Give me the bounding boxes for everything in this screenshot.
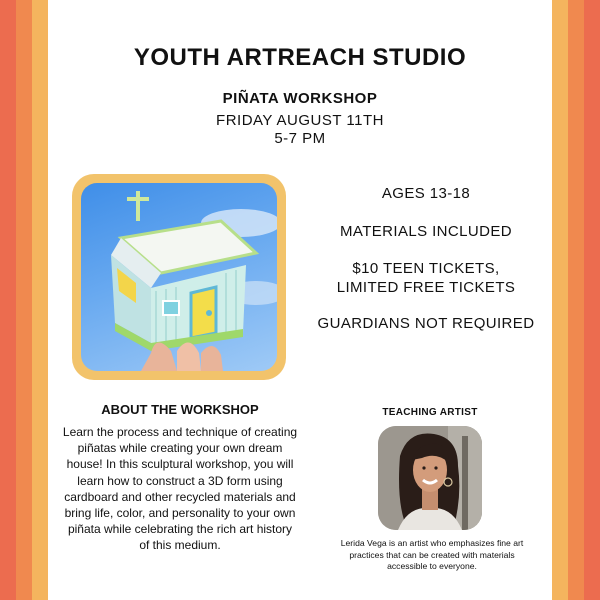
left-stripe-inner [32,0,48,600]
right-stripe-middle [568,0,584,600]
artist-portrait-photo [378,426,482,530]
right-stripe-outer [584,0,600,600]
event-date: FRIDAY AUGUST 11TH [216,112,384,129]
left-stripe-outer [0,0,16,600]
pinata-house-illustration [81,183,277,371]
event-time: 5-7 PM [274,130,326,147]
ages-info: AGES 13-18 [381,185,471,202]
right-stripe-inner [552,0,568,600]
teaching-artist-heading: TEACHING ARTIST [382,407,478,418]
guardians-info: GUARDIANS NOT REQUIRED [317,315,535,332]
materials-info: MATERIALS INCLUDED [340,223,512,240]
photo-frame [72,174,286,380]
left-stripe-middle [16,0,32,600]
artist-portrait-illustration [378,426,482,530]
workshop-title: PIÑATA WORKSHOP [222,90,378,107]
tickets-price: $10 TEEN TICKETS, [352,260,500,277]
pinata-house-photo [81,183,277,371]
about-heading: ABOUT THE WORKSHOP [101,402,259,417]
event-datetime [48,112,552,148]
artist-bio: Lerida Vega is an artist who emphasizes fine art practices that can be created with materials accessible to everyone. [340,538,524,571]
tickets-free: LIMITED FREE TICKETS [336,279,516,296]
studio-title: YOUTH ARTREACH STUDIO [133,44,467,71]
tickets-info [300,259,552,297]
about-body: Learn the process and technique of creating piñatas while creating your own dream house! In this sculptural workshop, you will learn how to construct a 3D form using cardboard and other recycled materials and bring life, color, and personality to your own piñata while celebrating the rich art history of this medium. [62,425,298,553]
